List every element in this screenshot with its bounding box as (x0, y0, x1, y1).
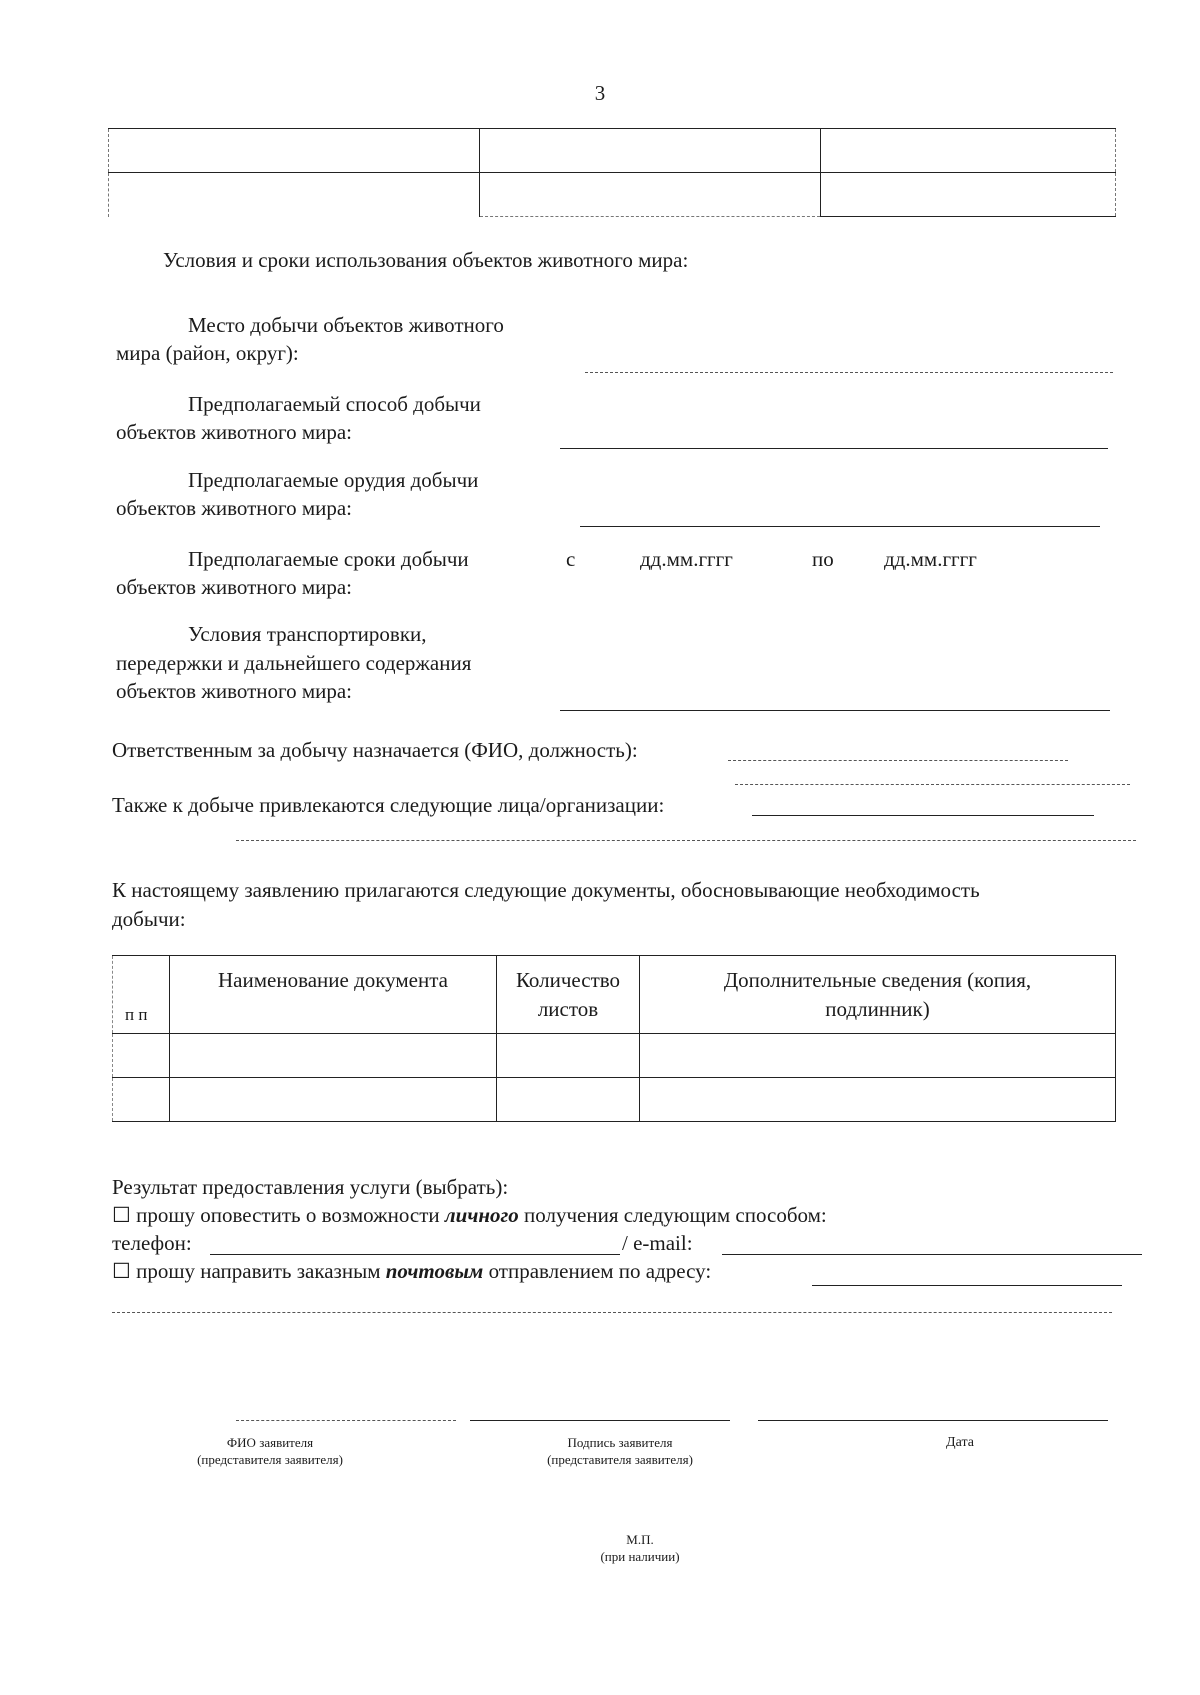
table-cell[interactable] (113, 1078, 170, 1122)
dates-label-line1: Предполагаемые сроки добычи (188, 547, 469, 571)
tools-label-line1: Предполагаемые орудия добычи (188, 468, 479, 492)
applicant-name-caption2: (представителя заявителя) (197, 1452, 343, 1467)
checkbox-post[interactable]: ☐ (112, 1259, 131, 1283)
tools-field-line[interactable] (580, 526, 1100, 527)
method-label-line2: объектов животного мира: (116, 420, 353, 444)
address-field-line2[interactable] (112, 1312, 1112, 1313)
dates-from-label: с (566, 547, 576, 571)
option-personal-em: личного (444, 1203, 519, 1227)
documents-table (112, 955, 1116, 1122)
col-header-num: п п (113, 956, 170, 1034)
date-line[interactable] (758, 1420, 1108, 1421)
address-field-line[interactable] (812, 1285, 1122, 1286)
table-row (113, 1034, 1116, 1078)
option-personal-post: получения следующим способом: (518, 1203, 827, 1227)
option-post-pre: прошу направить заказным (136, 1259, 386, 1283)
date-caption: Дата (946, 1435, 974, 1450)
email-field-line[interactable] (722, 1254, 1142, 1255)
responsible-label: Ответственным за добычу назначается (ФИО, должность): (112, 738, 638, 762)
col-header-count: Количество листов (497, 956, 640, 1034)
result-heading: Результат предоставления услуги (выбрать): (112, 1175, 509, 1199)
applicant-name-line[interactable] (236, 1420, 456, 1421)
place-field-line[interactable] (585, 372, 1113, 373)
col-header-name: Наименование документа (170, 956, 497, 1034)
docs-intro-line2: добычи: (112, 907, 186, 931)
table-cell[interactable] (497, 1034, 640, 1078)
col-header-info: Дополнительные сведения (копия, подлинник) (640, 956, 1116, 1034)
transport-label-line3: объектов животного мира: (116, 679, 353, 703)
phone-field-line[interactable] (210, 1254, 620, 1255)
transport-label-line1: Условия транспортировки, (188, 622, 427, 646)
table-cell[interactable] (640, 1078, 1116, 1122)
top-table-cell (109, 129, 480, 173)
applicant-signature-caption1: Подпись заявителя (567, 1435, 673, 1450)
table-cell[interactable] (497, 1078, 640, 1122)
table-cell[interactable] (640, 1034, 1116, 1078)
checkbox-personal[interactable]: ☐ (112, 1203, 131, 1227)
stamp-caption1: М.П. (626, 1532, 654, 1547)
table-cell[interactable] (170, 1034, 497, 1078)
option-personal[interactable] (112, 1200, 827, 1230)
applicant-signature-caption2: (представителя заявителя) (547, 1452, 693, 1467)
dates-to-value[interactable]: дд.мм.гггг (884, 547, 977, 571)
option-post-em: почтовым (385, 1259, 484, 1283)
also-label: Также к добыче привлекаются следующие лица/организации: (112, 793, 665, 817)
applicant-signature-line[interactable] (470, 1420, 730, 1421)
stamp-caption2: (при наличии) (600, 1549, 680, 1564)
place-label-line1: Место добычи объектов животного (188, 313, 504, 337)
method-field-line[interactable] (560, 448, 1108, 449)
place-label-line2: мира (район, округ): (116, 341, 299, 365)
option-personal-pre: прошу оповестить о возможности (136, 1203, 445, 1227)
top-table-cell (480, 129, 821, 173)
dates-label-line2: объектов животного мира: (116, 575, 353, 599)
also-field-line2[interactable] (236, 840, 1136, 841)
responsible-field-line2[interactable] (735, 784, 1130, 785)
page-number: 3 (594, 81, 606, 105)
option-post-post: отправлением по адресу: (483, 1259, 712, 1283)
dates-from-value[interactable]: дд.мм.гггг (640, 547, 733, 571)
top-table-cell (109, 173, 480, 217)
tools-label-line2: объектов животного мира: (116, 496, 353, 520)
also-field-line[interactable] (752, 815, 1094, 816)
top-table-cell (480, 173, 821, 217)
transport-field-line[interactable] (560, 710, 1110, 711)
top-table (108, 128, 1116, 217)
email-label: / e-mail: (622, 1231, 693, 1255)
table-cell[interactable] (113, 1034, 170, 1078)
option-post[interactable] (112, 1256, 711, 1286)
dates-to-label: по (812, 547, 834, 571)
top-table-cell (821, 129, 1116, 173)
table-cell[interactable] (170, 1078, 497, 1122)
applicant-name-caption1: ФИО заявителя (226, 1435, 314, 1450)
phone-label: телефон: (112, 1231, 192, 1255)
method-label-line1: Предполагаемый способ добычи (188, 392, 481, 416)
top-table-cell (821, 173, 1116, 217)
docs-intro-line1: К настоящему заявлению прилагаются следующие документы, обосновывающие необходимость (112, 878, 980, 902)
usage-heading: Условия и сроки использования объектов животного мира: (163, 248, 689, 272)
responsible-field-line[interactable] (728, 760, 1068, 761)
table-row (113, 1078, 1116, 1122)
transport-label-line2: передержки и дальнейшего содержания (116, 651, 472, 675)
